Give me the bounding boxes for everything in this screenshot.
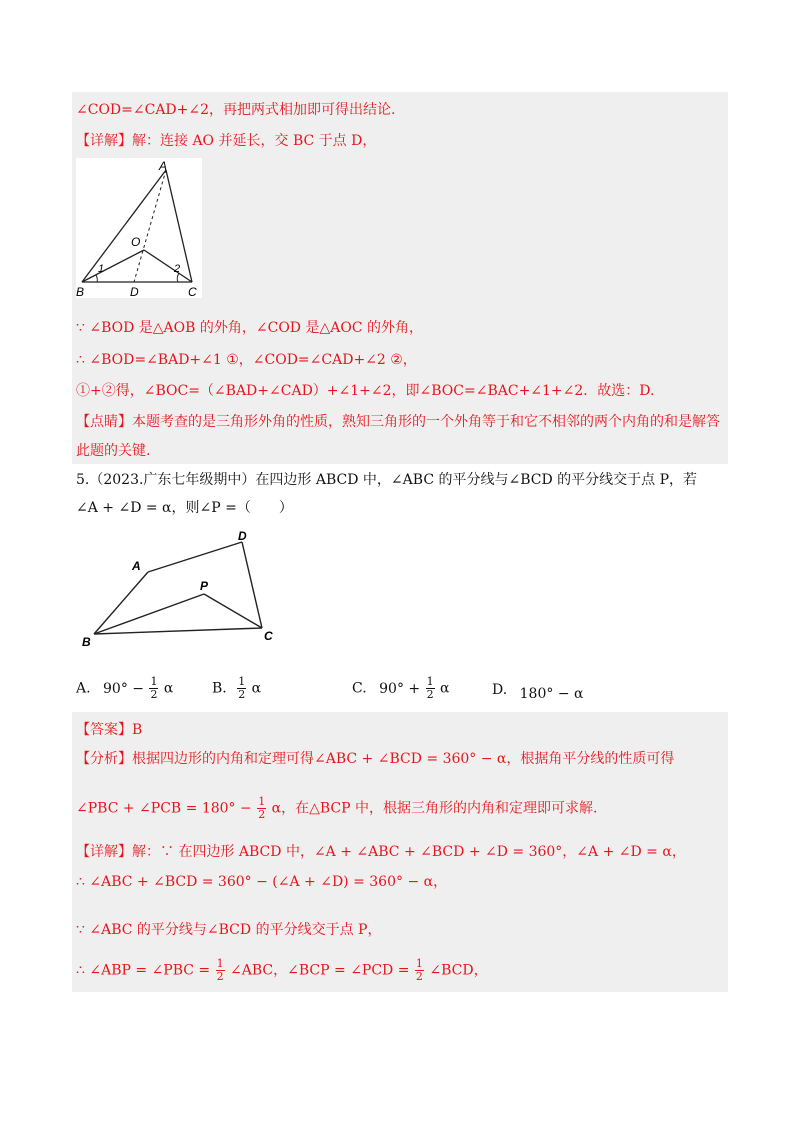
fraction-denominator: 2 <box>426 688 434 701</box>
label-d: D <box>130 285 139 298</box>
label-2: 2 <box>174 263 181 275</box>
detail-suffix: ∠BCD， <box>429 962 488 979</box>
label-c: C <box>188 285 197 298</box>
solution-text-line: ①+②得，∠BOC=（∠BAD+∠CAD）+∠1+∠2，即∠BOC=∠BAC+∠1+∠2．故选：D. <box>76 383 655 399</box>
fraction-denominator: 2 <box>216 970 224 983</box>
fraction-numerator: 1 <box>426 675 434 688</box>
key-point-line: 此题的关键. <box>76 443 151 459</box>
option-c-alpha: α <box>440 680 450 697</box>
fraction-denominator: 2 <box>415 970 423 983</box>
solution-text-line: ∠COD=∠CAD+∠2，再把两式相加即可得出结论. <box>76 102 396 118</box>
option-b-label: B. <box>212 680 227 697</box>
detail-prefix: ∴ ∠ABP = ∠PBC = <box>76 962 211 979</box>
label-b: B <box>82 635 91 649</box>
option-c[interactable] <box>352 676 450 701</box>
solution-detail-heading: 【详解】解：连接 AO 并延长，交 BC 于点 D， <box>76 133 377 149</box>
question-5-stem: 5.（2023.广东七年级期中）在四边形 ABCD 中，∠ABC 的平分线与∠BCD 的平分线交于点 P，若 <box>76 472 698 488</box>
fraction-denominator: 2 <box>150 688 158 701</box>
option-a[interactable] <box>76 676 173 701</box>
option-a-alpha: α <box>163 680 174 697</box>
solution-text-line: ∴ ∠BOD=∠BAD+∠1 ①，∠COD=∠CAD+∠2 ②， <box>76 352 417 368</box>
detail-line-bisectors <box>76 958 488 983</box>
label-a: A <box>159 159 168 173</box>
fraction-numerator: 1 <box>258 795 266 808</box>
segment-bc <box>94 628 262 634</box>
option-a-label: A. <box>76 680 91 697</box>
option-b-fraction <box>237 676 246 701</box>
fraction-numerator: 1 <box>150 675 158 688</box>
option-d-label: D. <box>492 682 508 698</box>
label-o: O <box>131 235 141 249</box>
label-c: C <box>264 629 273 643</box>
option-a-fraction <box>149 676 158 701</box>
detail-middle: ∠ABC，∠BCP = ∠PCD = <box>230 962 410 979</box>
label-a: A <box>132 559 141 573</box>
answer-line: 【答案】B <box>76 722 143 738</box>
detail-fraction-1 <box>216 958 225 983</box>
analysis-line-2 <box>76 796 597 821</box>
option-b-alpha: α <box>251 680 262 697</box>
fraction-numerator: 1 <box>238 675 246 688</box>
question-5-condition: ∠A + ∠D = α，则∠P =（ ） <box>76 500 293 516</box>
option-c-label: C. <box>352 680 367 697</box>
key-point-line: 【点睛】本题考查的是三角形外角的性质，熟知三角形的一个外角等于和它不相邻的两个内角的和是解答 <box>76 414 720 430</box>
segment-dc <box>242 542 262 628</box>
option-c-prefix: 90° + <box>379 680 421 697</box>
option-b[interactable] <box>212 676 261 701</box>
analysis-fraction <box>257 796 266 821</box>
analysis-line: 【分析】根据四边形的内角和定理可得∠ABC + ∠BCD = 360° − α，根据角平分线的性质可得 <box>76 751 675 767</box>
triangle-figure <box>76 158 202 298</box>
label-d: D <box>238 529 247 543</box>
quadrilateral-figure <box>82 528 282 654</box>
fraction-denominator: 2 <box>258 808 266 821</box>
label-b: B <box>76 285 85 298</box>
fraction-numerator: 1 <box>216 957 224 970</box>
label-1: 1 <box>98 263 105 275</box>
label-p: P <box>200 579 209 593</box>
detail-fraction-2 <box>415 958 424 983</box>
segment-ad <box>148 542 242 572</box>
option-d[interactable] <box>492 680 583 700</box>
solution-text-line: ∵ ∠BOD 是△AOB 的外角，∠COD 是△AOC 的外角， <box>76 320 423 336</box>
option-c-fraction <box>426 676 435 701</box>
option-a-prefix: 90° − <box>103 680 145 697</box>
analysis-suffix: α，在△BCP 中，根据三角形的内角和定理即可求解. <box>271 800 598 817</box>
option-d-text: 180° − α <box>519 686 584 702</box>
detail-line: ∴ ∠ABC + ∠BCD = 360° − (∠A + ∠D) = 360° − α， <box>76 874 448 890</box>
segment-pc <box>204 594 262 628</box>
detail-line: ∵ ∠ABC 的平分线与∠BCD 的平分线交于点 P， <box>76 922 382 938</box>
fraction-numerator: 1 <box>415 957 423 970</box>
analysis-prefix: ∠PBC + ∠PCB = 180° − <box>76 800 252 817</box>
fraction-denominator: 2 <box>238 688 246 701</box>
detail-line: 【详解】解：∵ 在四边形 ABCD 中，∠A + ∠ABC + ∠BCD + ∠D = 360°，∠A + ∠D = α， <box>76 844 686 860</box>
